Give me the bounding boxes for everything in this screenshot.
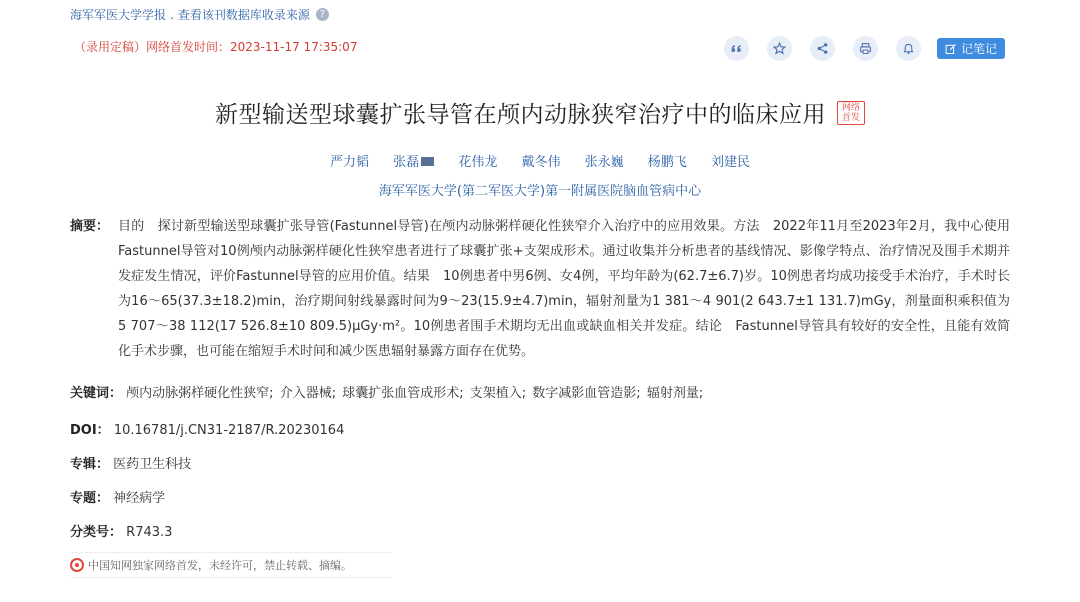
quote-icon xyxy=(730,42,743,55)
author-link[interactable] xyxy=(393,155,434,170)
source-link[interactable]: 查看该刊数据库收录来源 xyxy=(177,8,310,22)
topic-label: 专题： xyxy=(70,491,110,506)
star-icon xyxy=(773,42,786,55)
online-first-badge: 网络首发 xyxy=(837,101,865,125)
copyright-text: 中国知网独家网络首发，未经许可，禁止转载、摘编。 xyxy=(88,559,352,572)
doi-value: 10.16781/j.CN31-2187/R.20230164 xyxy=(113,423,345,438)
article-title: 新型输送型球囊扩张导管在颅内动脉狭窄治疗中的临床应用 xyxy=(214,102,826,128)
journal-name-link[interactable]: 海军军医大学学报 xyxy=(70,8,167,22)
abstract-text: 目的 探讨新型输送型球囊扩张导管(Fastunnel导管)在颅内动脉粥样硬化性狭窄介入治疗中的应用效果。方法 2022年11月至2023年2月，我中心使用Fastunnel导管对10例颅内动脉粥样硬化性狭窄患者进行了球囊扩张+支架成形术。通过收集并分析患者的基线情况、影像学特点、治疗情况及围手术期并发症发生情况，评价Fastunnel导管的应用价值。结果 10例患者中男6例、女4例，平均年龄为(62.7±6.7)岁。10例患者均成功接受手术治疗，手术时长为16～65(37.3±18.2)min，治疗期间射线暴露时间为9～23(15.9±4.7)min，辐射剂量为1 381～4 901(2 643.7±1 131.7)mGy，剂量面积乘积值为5 707～38 112(17 526.8±10 809.5)μGy·m²。10例患者围手术期均无出血或缺血相关并发症。结论 Fastunnel导管具有较好的安全性，且能有效简化手术步骤，也可能在缩短手术时间和减少医患辐射暴露方面存在优势。 xyxy=(118,219,1010,359)
classification-label: 分类号： xyxy=(70,525,123,540)
breadcrumb-separator: . xyxy=(170,7,174,22)
affiliation-link[interactable]: 海军军医大学(第二军医大学)第一附属医院脑血管病中心 xyxy=(378,184,702,199)
keyword-link[interactable]: 颅内动脉粥样硬化性狭窄; xyxy=(126,386,274,401)
author-link[interactable]: 张永巍 xyxy=(584,155,624,170)
author-link[interactable]: 戴冬伟 xyxy=(521,155,561,170)
author-link[interactable]: 花伟龙 xyxy=(458,155,498,170)
share-button[interactable] xyxy=(810,36,835,61)
series-row xyxy=(70,453,191,472)
journal-breadcrumb xyxy=(70,6,329,23)
favorite-button[interactable] xyxy=(767,36,792,61)
keyword-link[interactable]: 介入器械; xyxy=(279,386,337,401)
cite-button[interactable] xyxy=(724,36,749,61)
share-icon xyxy=(816,42,829,55)
series-value: 医药卫生科技 xyxy=(113,457,192,472)
author-link[interactable]: 严力韬 xyxy=(330,155,370,170)
title-area xyxy=(0,96,1080,129)
topic-value: 神经病学 xyxy=(113,491,166,506)
doi-label: DOI： xyxy=(70,423,110,438)
copyright-notice xyxy=(70,552,392,578)
cnki-logo-icon xyxy=(70,558,84,572)
subscribe-button[interactable] xyxy=(896,36,921,61)
printer-icon xyxy=(859,42,872,55)
keyword-link[interactable]: 辐射剂量; xyxy=(646,386,704,401)
doi-row xyxy=(70,419,344,438)
take-note-label: 记笔记 xyxy=(961,42,998,56)
take-note-button[interactable] xyxy=(937,38,1005,59)
classification-value: R743.3 xyxy=(126,525,173,540)
keywords-row xyxy=(70,382,705,401)
author-link[interactable]: 杨鹏飞 xyxy=(647,155,687,170)
keyword-link[interactable]: 球囊扩张血管成形术; xyxy=(342,386,464,401)
keywords-label: 关键词： xyxy=(70,386,123,401)
publish-time: （录用定稿）网络首发时间：2023-11-17 17:35:07 xyxy=(74,40,358,54)
bell-icon xyxy=(902,42,915,55)
toolbar xyxy=(724,36,1005,61)
edit-icon xyxy=(945,43,957,55)
mail-icon[interactable] xyxy=(421,157,434,166)
keyword-link[interactable]: 数字减影血管造影; xyxy=(532,386,641,401)
keyword-list xyxy=(126,386,705,401)
topic-row xyxy=(70,487,165,506)
author-list xyxy=(0,151,1080,170)
abstract-section xyxy=(70,214,1010,364)
author-link[interactable]: 刘建民 xyxy=(710,155,750,170)
print-button[interactable] xyxy=(853,36,878,61)
series-label: 专辑： xyxy=(70,457,110,472)
abstract-label: 摘要： xyxy=(70,219,110,234)
author-name: 张磊 xyxy=(393,155,420,170)
help-icon[interactable]: ? xyxy=(316,8,329,21)
classification-row xyxy=(70,521,172,540)
keyword-link[interactable]: 支架植入; xyxy=(469,386,527,401)
